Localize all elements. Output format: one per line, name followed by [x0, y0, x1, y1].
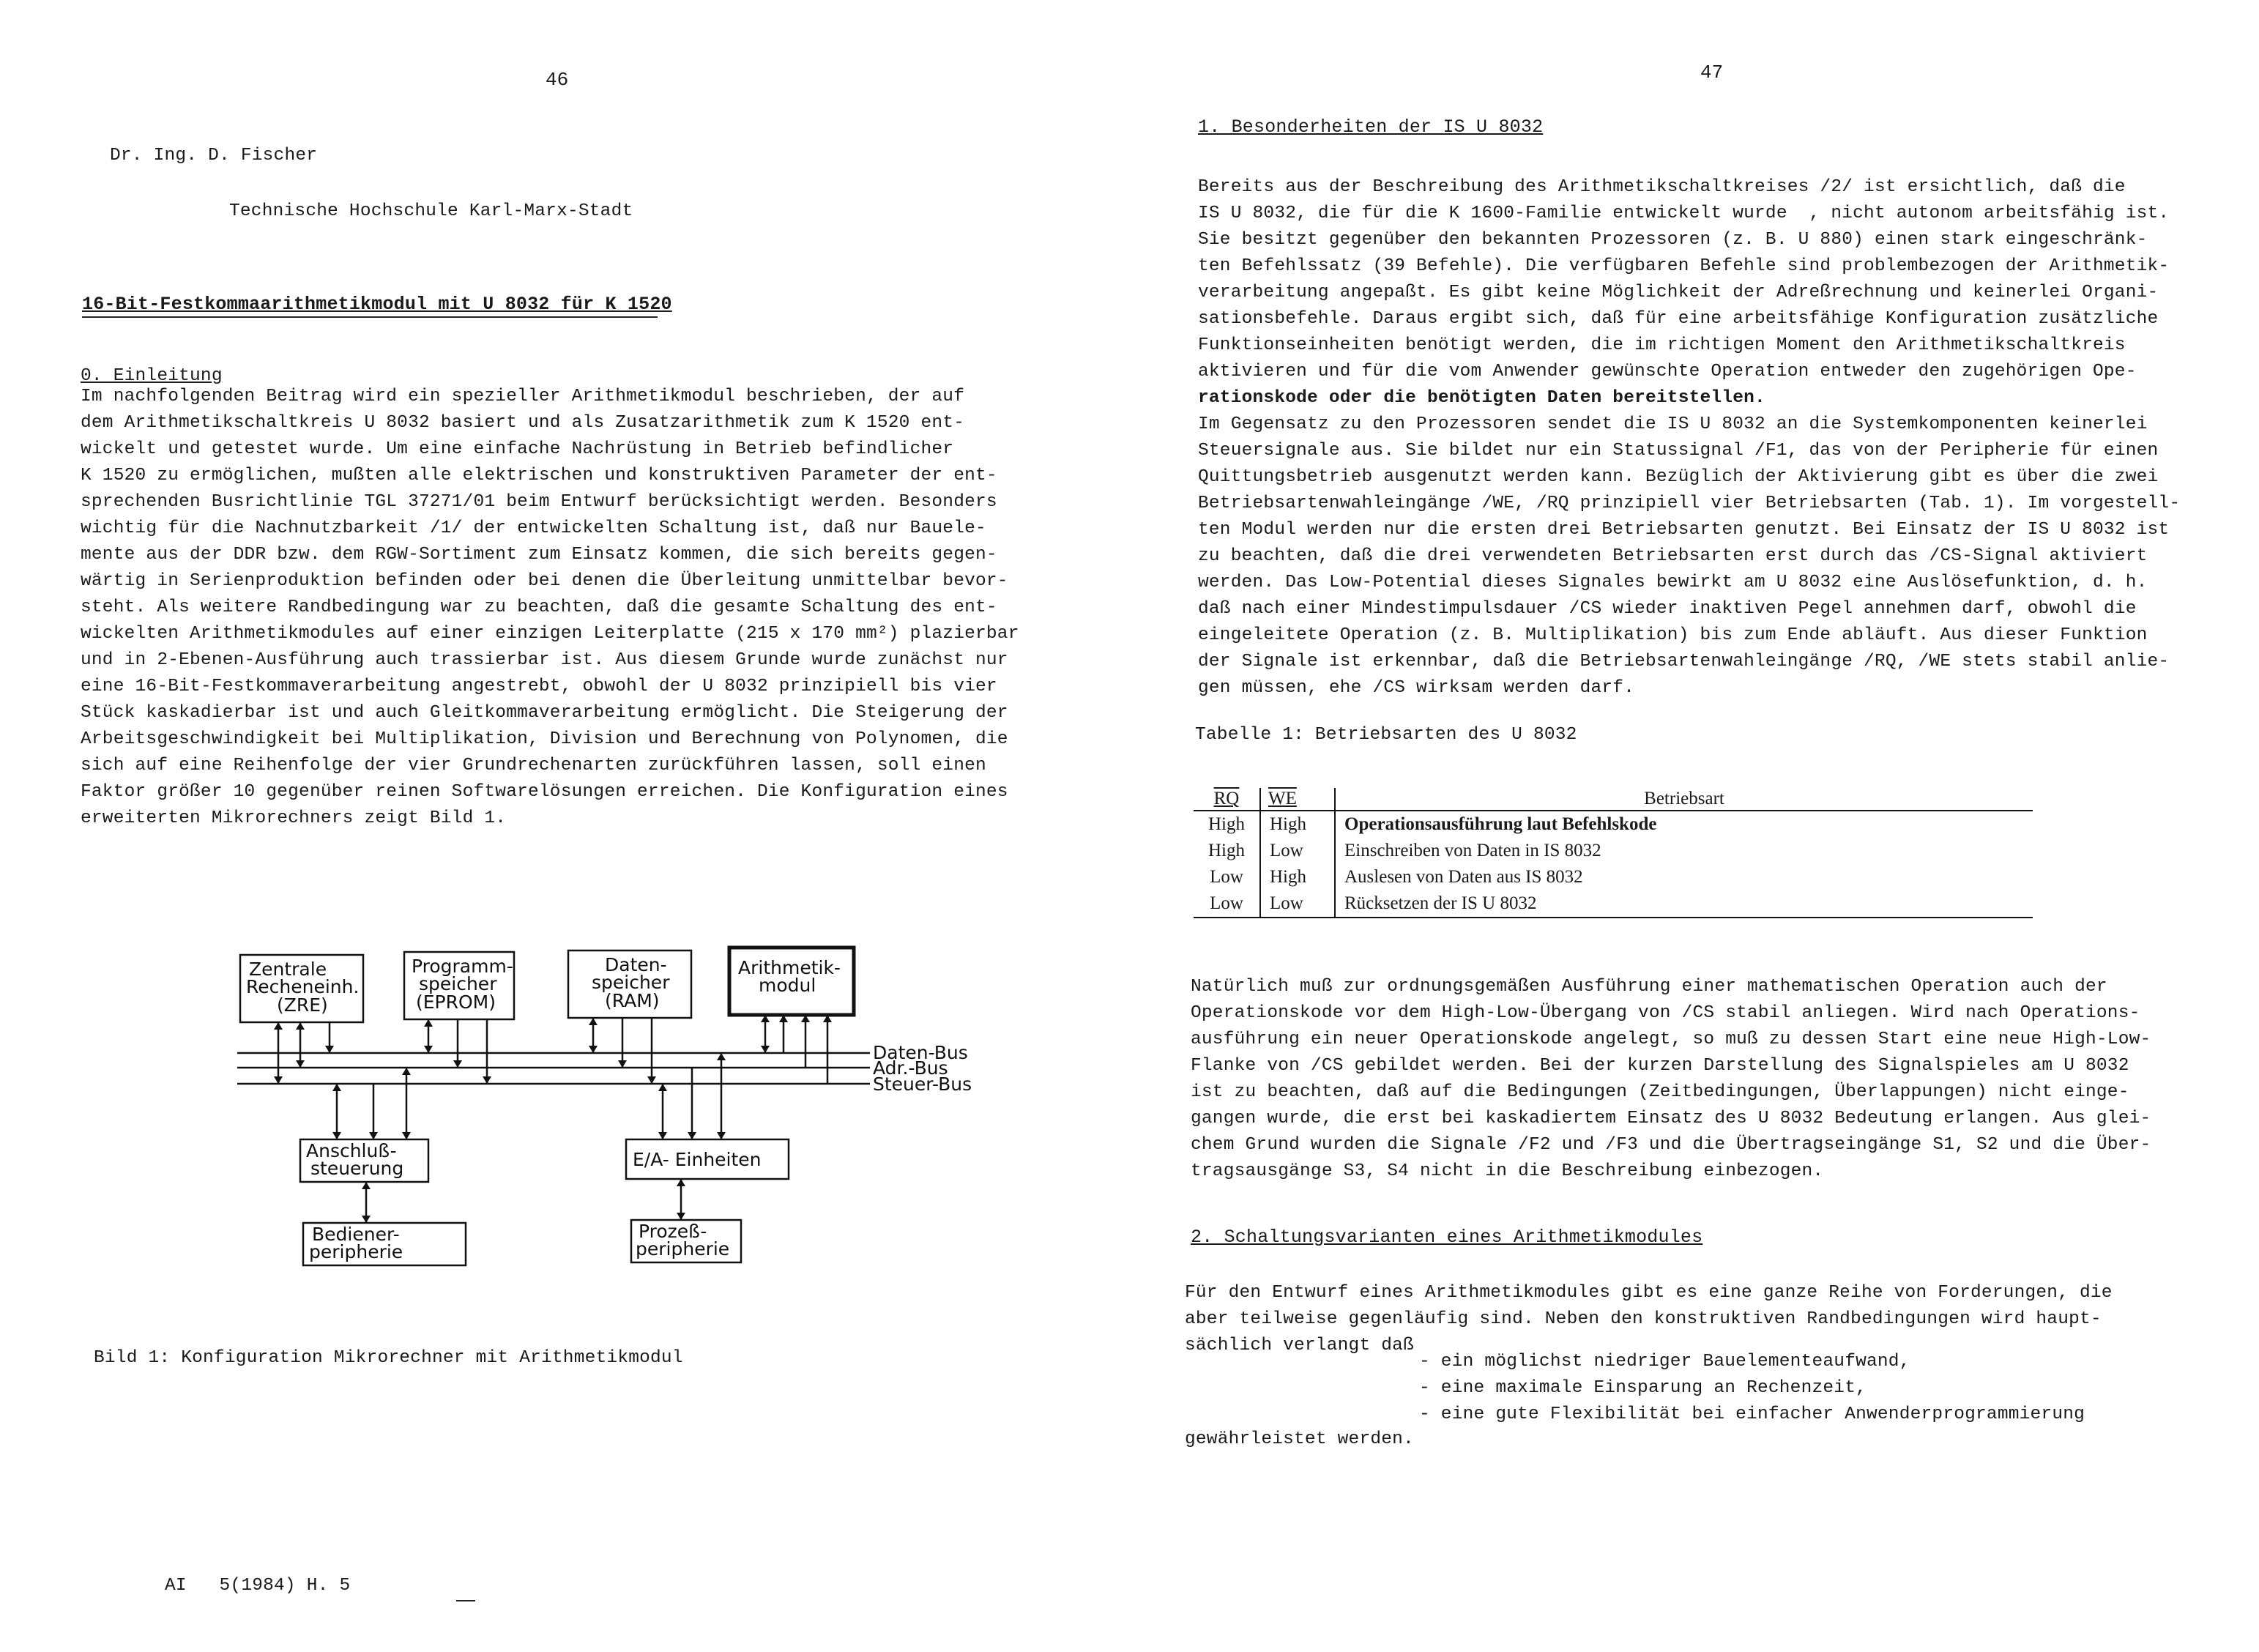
text-line: mente aus der DDR bzw. dem RGW-Sortiment zum Einsatz kommen, die sich bereits gegen-: [81, 545, 997, 565]
section-heading: 0. Einleitung: [81, 366, 223, 386]
text-line: rationskode oder die benötigten Daten bereitstellen.: [1198, 388, 1765, 408]
table-row: [1194, 811, 2033, 838]
text-line: eingeleitete Operation (z. B. Multiplikation) bis zum Ende abläuft. Aus dieser Funktion: [1198, 625, 2148, 645]
section-body: [1198, 174, 2180, 702]
table-cell: High: [1208, 814, 1245, 834]
author: Dr. Ing. D. Fischer: [110, 146, 318, 165]
paragraph: [1191, 974, 2151, 1185]
text-line: Bereits aus der Beschreibung des Arithmetikschaltkreises /2/ ist ersichtlich, daß die: [1198, 177, 2126, 197]
text-line: erweiterten Mikrorechners zeigt Bild 1.: [81, 808, 507, 828]
operating-modes-table: [1194, 788, 2033, 918]
text-line: ausführung ein neuer Operationskode angelegt, so muß zu dessen Start eine neue High-Low-: [1191, 1030, 2151, 1049]
text-line: Betriebsartenwahleingänge /WE, /RQ prinzipiell vier Betriebsarten (Tab. 1). Im vorgestell-: [1198, 494, 2181, 513]
zre-label-1: Zentrale: [249, 959, 327, 980]
text-line: Steuersignale aus. Sie bildet nur ein Statussignal /F1, das von der Peripherie für einen: [1198, 441, 2159, 461]
table-cell: Auslesen von Daten aus IS 8032: [1335, 864, 2033, 890]
section-body: [81, 384, 1019, 832]
figure-caption: Bild 1: Konfiguration Mikrorechner mit Arithmetikmodul: [94, 1348, 683, 1368]
text-line: aktivieren und für die vom Anwender gewünschte Operation entweder den zugehörigen Ope-: [1198, 362, 2137, 382]
paper-title: 16-Bit-Festkommaarithmetikmodul mit U 8032 für K 1520: [82, 294, 672, 315]
text-line: gangen wurde, die erst bei kaskadiertem Einsatz des U 8032 Bedeutung erlangen. Aus glei-: [1191, 1109, 2151, 1128]
table-cell: High: [1260, 864, 1335, 890]
text-line: Sie besitzt gegenüber den bekannten Prozessoren (z. B. U 880) einen stark eingeschränk-: [1198, 230, 2148, 250]
table-header-mode: Betriebsart: [1335, 788, 2033, 811]
text-line: Operationskode vor dem High-Low-Übergang von /CS stabil anliegen. Wird nach Operations-: [1191, 1003, 2140, 1023]
text-line: wärtig in Serienproduktion befinden oder bei denen die Überleitung unmittelbar bevor-: [81, 571, 1008, 591]
text-line: Quittungsbetrieb ausgenutzt werden kann. Bezüglich der Aktivierung gibt es über die zwei: [1198, 467, 2159, 487]
eprom-label-1: Programm-: [412, 956, 513, 977]
bediener-label-1: Bediener-: [312, 1224, 400, 1245]
text-line: ten Befehlssatz (39 Befehle). Die verfügbaren Befehle sind problembezogen der Arithmetik-: [1198, 256, 2170, 276]
text-line: und in 2-Ebenen-Ausführung auch trassierbar ist. Aus diesem Grunde wurde zunächst nur: [81, 650, 1008, 670]
table-header-rq: RQ: [1194, 788, 1260, 811]
text-line: IS U 8032, die für die K 1600-Familie entwickelt wurde , nicht autonom arbeitsfähig ist.: [1198, 204, 2170, 223]
table-cell: Low: [1260, 838, 1335, 864]
text-line: wichtig für die Nachnutzbarkeit /1/ der entwickelten Schaltung ist, daß nur Bauele-: [81, 518, 986, 538]
list-item: - eine gute Flexibilität bei einfacher Anwenderprogrammierung: [1419, 1404, 2085, 1424]
text-line: tragsausgänge S3, S4 nicht in die Beschreibung einbezogen.: [1191, 1161, 1824, 1181]
zre-label-3: (ZRE): [277, 994, 328, 1016]
closing-line: gewährleistet werden.: [1185, 1429, 1414, 1449]
text-line: chem Grund wurden die Signale /F2 und /F3 und die Übertragseingänge S1, S2 und die Über-: [1191, 1135, 2151, 1155]
zre-label-2: Recheneinh.: [246, 976, 360, 997]
text-line: steht. Als weitere Randbedingung war zu beachten, daß die gesamte Schaltung des ent-: [81, 598, 997, 617]
ram-label-2: speicher: [592, 972, 670, 993]
anschluss-label-2: steuerung: [310, 1158, 404, 1179]
text-line: sprechenden Busrichtlinie TGL 37271/01 beim Entwurf berücksichtigt werden. Besonders: [81, 492, 997, 512]
text-line: zu beachten, daß die drei verwendeten Betriebsarten erst durch das /CS-Signal aktiviert: [1198, 546, 2148, 566]
bus-adr-label: Adr.-Bus: [873, 1057, 948, 1079]
text-line: Flanke von /CS gebildet werden. Bei der kurzen Darstellung des Signalspieles am U 8032: [1191, 1056, 2129, 1076]
arith-label-1: Arithmetik-: [738, 957, 841, 978]
text-line: Arbeitsgeschwindigkeit bei Multiplikation, Division und Berechnung von Polynomen, die: [81, 729, 1008, 749]
table-cell: Operationsausführung laut Befehlskode: [1335, 811, 2033, 838]
page-number: 47: [1700, 62, 1724, 83]
section-heading: 1. Besonderheiten der IS U 8032: [1198, 116, 1544, 138]
table-header-we: WE: [1260, 788, 1335, 811]
text-line: wickelten Arithmetikmodules auf einer einzigen Leiterplatte (215 x 170 mm²) plazierbar: [81, 624, 1019, 644]
ram-label-1: Daten-: [605, 954, 667, 975]
text-line: Im nachfolgenden Beitrag wird ein spezieller Arithmetikmodul beschrieben, der auf: [81, 387, 965, 406]
eprom-label-2: speicher: [419, 973, 497, 994]
text-line: sächlich verlangt daß: [1185, 1336, 1414, 1355]
table-caption: Tabelle 1: Betriebsarten des U 8032: [1195, 725, 1577, 745]
text-line: Stück kaskadierbar ist und auch Gleitkommaverarbeitung ermöglicht. Die Steigerung der: [81, 703, 1008, 723]
institution: Technische Hochschule Karl-Marx-Stadt: [229, 201, 633, 221]
right-page: [1128, 0, 2259, 1652]
page-number: 46: [546, 69, 569, 91]
text-line: gen müssen, ehe /CS wirksam werden darf.: [1198, 678, 1635, 698]
text-line: K 1520 zu ermöglichen, mußten alle elektrischen und konstruktiven Parameter der ent-: [81, 466, 997, 485]
text-line: werden. Das Low-Potential dieses Signales bewirkt am U 8032 eine Auslösefunktion, d. h.: [1198, 573, 2148, 592]
table-cell: High: [1208, 841, 1245, 860]
text-line: Für den Entwurf eines Arithmetikmodules gibt es eine ganze Reihe von Forderungen, die: [1185, 1283, 2113, 1303]
list-item: - ein möglichst niedriger Bauelementeaufwand,: [1419, 1352, 1910, 1372]
ram-label-3: (RAM): [605, 990, 660, 1011]
list-item: - eine maximale Einsparung an Rechenzeit,: [1419, 1378, 1867, 1398]
table-cell: Low: [1194, 890, 1260, 918]
text-line: dem Arithmetikschaltkreis U 8032 basiert und als Zusatzarithmetik zum K 1520 ent-: [81, 413, 965, 433]
requirements-list: [1419, 1349, 2085, 1428]
table-cell: Low: [1260, 890, 1335, 918]
text-line: sationsbefehle. Daraus ergibt sich, daß für eine arbeitsfähige Konfiguration zusätzliche: [1198, 309, 2159, 329]
section-body: [1185, 1280, 2113, 1359]
prozess-label-2: peripherie: [636, 1238, 730, 1260]
section-heading: 2. Schaltungsvarianten eines Arithmetikmodules: [1191, 1227, 1703, 1248]
text-line: wickelt und getestet wurde. Um eine einfache Nachrüstung in Betrieb befindlicher: [81, 439, 954, 459]
text-line: sich auf eine Reihenfolge der vier Grundrechenarten zurückführen lassen, soll einen: [81, 756, 986, 775]
table-cell: Einschreiben von Daten in IS 8032: [1335, 838, 2033, 864]
text-line: Funktionseinheiten benötigt werden, die im richtigen Moment den Arithmetikschaltkreis: [1198, 335, 2126, 355]
bus-steuer-label: Steuer-Bus: [873, 1074, 972, 1095]
title-rule: [82, 316, 658, 318]
ea-label: E/A- Einheiten: [633, 1149, 762, 1170]
left-page: [0, 0, 1128, 1652]
anschluss-label-1: Anschluß-: [306, 1140, 397, 1161]
table-cell: Low: [1210, 867, 1243, 887]
text-line: ten Modul werden nur die ersten drei Betriebsarten genutzt. Bei Einsatz der IS U 8032 ist: [1198, 520, 2170, 540]
bus-data-label: Daten-Bus: [873, 1042, 968, 1063]
arith-label-2: modul: [759, 975, 816, 996]
journal-footer: AI 5(1984) H. 5: [165, 1576, 351, 1596]
table-row: [1194, 864, 2033, 890]
bediener-label-2: peripherie: [309, 1241, 403, 1262]
scan-mark: [456, 1600, 475, 1601]
eprom-label-3: (EPROM): [416, 991, 496, 1013]
text-line: Im Gegensatz zu den Prozessoren sendet die IS U 8032 an die Systemkomponenten keinerlei: [1198, 414, 2148, 434]
text-line: Faktor größer 10 gegenüber reinen Softwarelösungen erreichen. Die Konfiguration eines: [81, 782, 1008, 802]
text-line: ist zu beachten, daß auf die Bedingungen (Zeitbedingungen, Überlappungen) nicht einge-: [1191, 1082, 2129, 1102]
table-row: [1194, 838, 2033, 864]
prozess-label-1: Prozeß-: [639, 1221, 707, 1242]
text-line: aber teilweise gegenläufig sind. Neben den konstruktiven Randbedingungen wird haupt-: [1185, 1309, 2102, 1329]
figure-1-diagram: [220, 945, 996, 1278]
text-line: eine 16-Bit-Festkommaverarbeitung angestrebt, obwohl der U 8032 prinzipiell bis vier: [81, 677, 997, 696]
table-cell: High: [1260, 811, 1335, 838]
text-line: Natürlich muß zur ordnungsgemäßen Ausführung einer mathematischen Operation auch der: [1191, 977, 2107, 997]
table-row: [1194, 890, 2033, 918]
text-line: daß nach einer Mindestimpulsdauer /CS wieder inaktiven Pegel annehmen darf, obwohl die: [1198, 599, 2137, 619]
table-cell: Rücksetzen der IS U 8032: [1335, 890, 2033, 918]
text-line: der Signale ist erkennbar, daß die Betriebsartenwahleingänge /RQ, /WE stets stabil anlie-: [1198, 652, 2170, 671]
text-line: verarbeitung angepaßt. Es gibt keine Möglichkeit der Adreßrechnung und keinerlei Organi-: [1198, 283, 2159, 302]
